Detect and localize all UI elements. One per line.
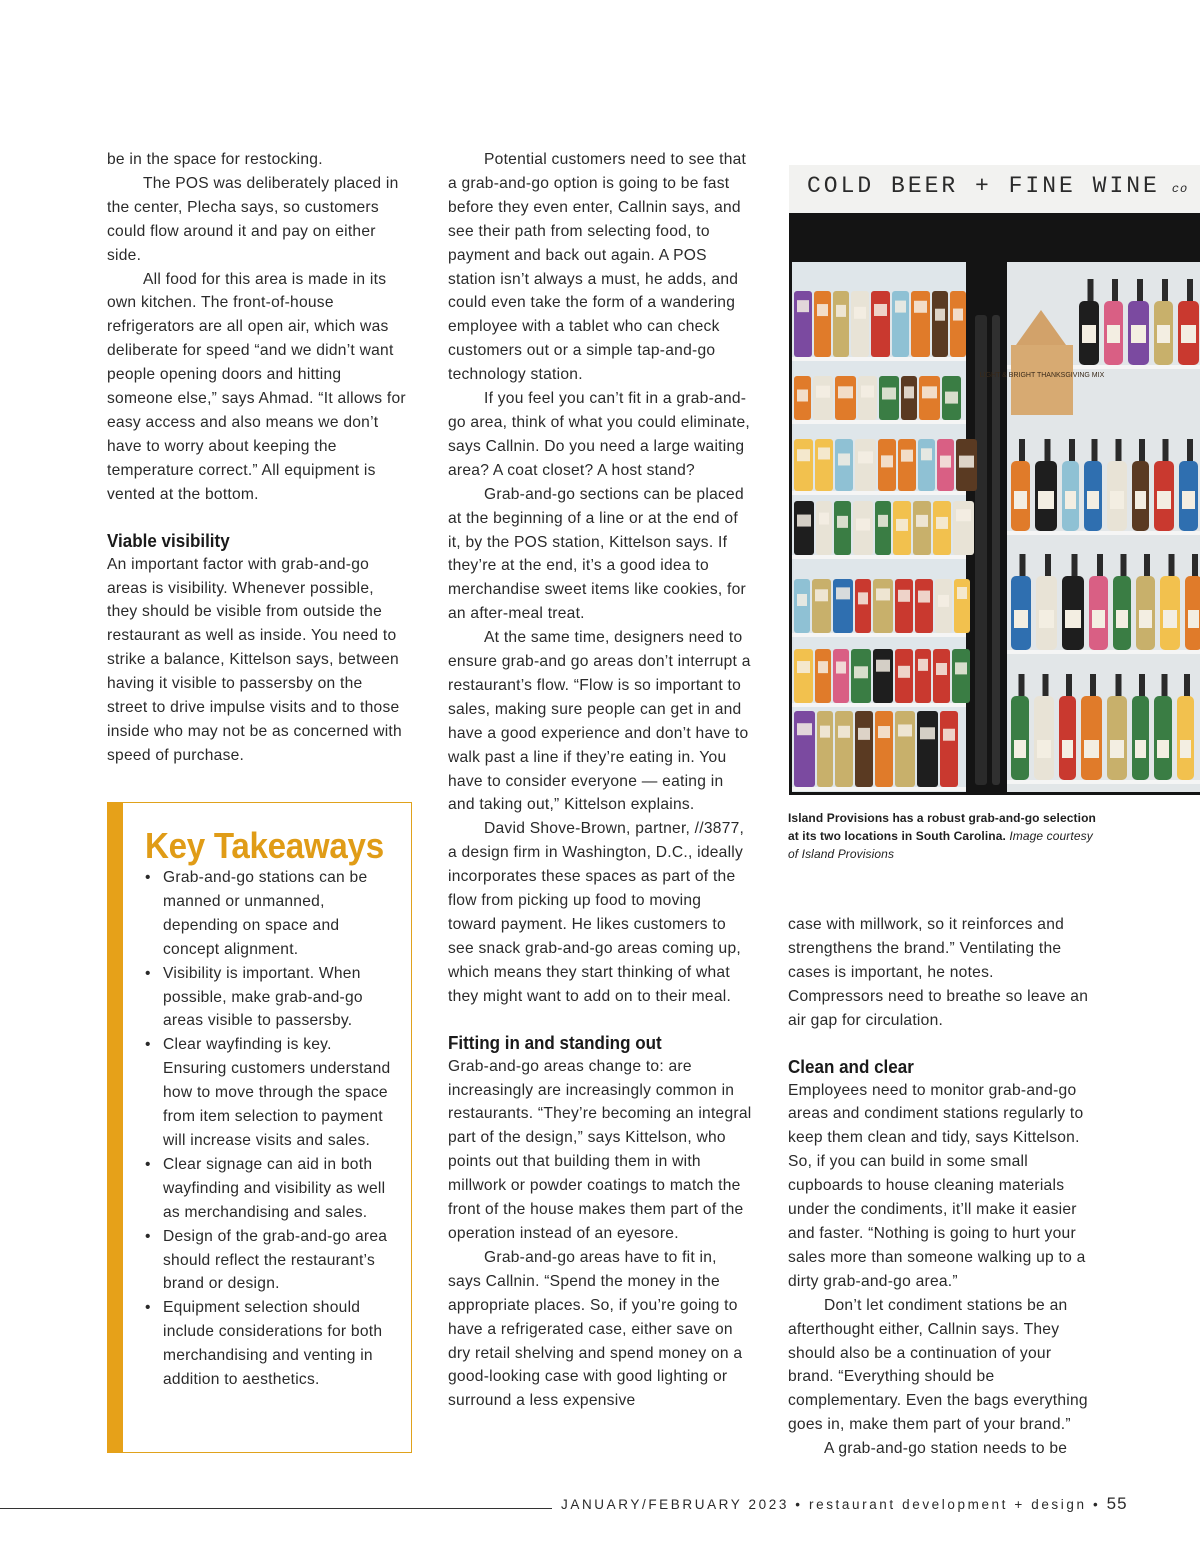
paragraph: A grab-and-go station needs to be xyxy=(824,1440,1068,1458)
caption-credit: Image courtesy of Island Provisions xyxy=(788,829,1093,861)
paragraph: The POS was deliberately placed in the center, Plecha says, so customers could flow around it and pay on either side. xyxy=(107,174,399,264)
bullet-icon: • xyxy=(145,1227,151,1245)
takeaway-text: Clear signage can aid in both wayfinding and visibility as well as merchandising and sales. xyxy=(163,1155,386,1221)
section-heading-clean-and-clear: Clean and clear xyxy=(788,1055,914,1077)
page-number: 55 xyxy=(1106,1494,1128,1513)
takeaway-text: Clear wayfinding is key. Ensuring customers understand how to move through the space from item selection to payment will increase visits and sales. xyxy=(163,1036,391,1149)
footer-issue-date: JANUARY/FEBRUARY 2023 xyxy=(561,1497,789,1512)
takeaway-item xyxy=(145,866,395,962)
takeaway-text: Design of the grab-and-go area should reflect the restaurant’s brand or design. xyxy=(163,1227,388,1293)
paragraph: David Shove-Brown, partner, //3877, a design firm in Washington, D.C., ideally incorporates these spaces as part of the flow from picking up food to moving toward payment. He likes customers to see snack grab-and-go areas coming up, which means they start thinking of what they might want to add on to their meal. xyxy=(448,820,745,1005)
takeaway-item xyxy=(145,1296,395,1392)
paragraph: At the same time, designers need to ensure grab-and go areas don’t interrupt a restaurant’s flow. “Flow is so important to sales, making sure people can get in and have a good experience and don’t have to walk past a line if they’re eating in. You have to consider everyone — eating in and taking out,” Kittelson explains. xyxy=(448,629,751,814)
store-sign-text: COLD BEER + FINE WINE xyxy=(807,173,1160,199)
takeaway-item xyxy=(145,1225,395,1297)
footer-publication-name: restaurant development + design xyxy=(808,1497,1087,1512)
paragraph: All food for this area is made in its own kitchen. The front-of-house refrigerators are all open air, which was deliberate for speed “and we didn’t want people opening doors and hitting someone else,” says Ahmad. “It allows for easy access and also means we don’t have to worry about keeping the temperature correct.” All equipment is vented at the bottom. xyxy=(107,270,406,503)
bullet-icon: • xyxy=(145,1299,151,1317)
paragraph: Employees need to monitor grab-and-go areas and condiment stations regularly to keep them clean and tidy, says Kittelson. So, if you can build in some small cupboards to house cleaning materials under the condiments, it’ll make it easier and faster. “Nothing is going to hurt your sales more than someone walking up to a dirty grab-and-go area.” xyxy=(788,1081,1086,1290)
key-takeaways-box xyxy=(107,802,412,1453)
takeaway-item xyxy=(145,962,395,1034)
article-column-1 xyxy=(107,148,407,768)
cooler-photo xyxy=(789,165,1200,795)
photo-caption xyxy=(788,809,1098,863)
footer-separator: • xyxy=(795,1497,803,1512)
paragraph: If you feel you can’t fit in a grab-and-go area, think of what you could eliminate, says Callnin. Do you need a large waiting area? A coat closet? A host stand? xyxy=(448,390,751,479)
paragraph: Grab-and-go sections can be placed at the beginning of a line or at the end of it, by the POS station, Kittelson says. If they’re at the end, it’s a good idea to merchandise sweet items like cookies, for an after-meal treat. xyxy=(448,485,746,623)
paragraph: Grab-and-go areas change to: are increasingly are increasingly common in restaurants. “They’re becoming an integral part of the design,” says Kittelson, who points out that building them in with millwork or powder coatings to match the front of the house makes them part of the operation instead of an eyesore. xyxy=(448,1057,752,1242)
takeaway-text: Visibility is important. When possible, make grab-and-go areas visible to passersby. xyxy=(163,964,363,1030)
wine-box-label: LIGHT & BRIGHT THANKSGIVING MIX xyxy=(979,372,1105,379)
paragraph: Potential customers need to see that a grab-and-go option is going to be fast before they even enter, Callnin says, and see their path from selecting food, to payment and back out again. A POS station isn’t always a must, he adds, and could even take the form of a wandering employee with a tablet who can check customers out or a simple tap-and-go technology station. xyxy=(448,151,747,384)
paragraph: Grab-and-go areas have to fit in, says Callnin. “Spend the money in the appropriate places. So, if you’re going to have a refrigerated case, either save on dry retail shelving and spend money on a good-looking case with good lighting or surround a less expensive xyxy=(448,1248,743,1410)
key-takeaways-title: Key Takeaways xyxy=(145,825,384,866)
paragraph: be in the space for restocking. xyxy=(107,151,323,168)
page-footer xyxy=(561,1494,1128,1514)
takeaway-item xyxy=(145,1153,395,1225)
key-takeaways-list xyxy=(145,866,395,1392)
paragraph: Don’t let condiment stations be an afterthought either, Callnin says. They should also be a continuation of your brand. “Everything should be complementary. Even the bags everything goes in, make them part of your brand.” xyxy=(788,1296,1088,1434)
bullet-icon: • xyxy=(145,964,151,982)
store-sign-cutoff-text: co xyxy=(1171,182,1189,196)
takeaway-item xyxy=(145,1033,395,1153)
caption-bold: Island Provisions has a robust grab-and-go selection at its two locations in South Carolina. xyxy=(788,811,1096,843)
refrigerator-illustration xyxy=(789,165,1200,795)
bullet-icon: • xyxy=(145,1036,151,1054)
paragraph: case with millwork, so it reinforces and strengthens the brand.” Ventilating the cases is important, he notes. Compressors need to breathe so leave an air gap for circulation. xyxy=(788,916,1089,1029)
footer-rule xyxy=(0,1508,552,1509)
bullet-icon: • xyxy=(145,1155,151,1173)
section-heading-viable-visibility: Viable visibility xyxy=(107,529,230,551)
section-heading-fitting-in: Fitting in and standing out xyxy=(448,1031,662,1053)
bullet-icon: • xyxy=(145,869,151,886)
article-column-2 xyxy=(448,148,753,1413)
takeaway-text: Equipment selection should include considerations for both merchandising and venting in addition to aesthetics. xyxy=(163,1299,383,1389)
article-column-3 xyxy=(788,913,1093,1461)
takeaway-text: Grab-and-go stations can be manned or unmanned, depending on space and concept alignment. xyxy=(163,869,368,958)
footer-separator: • xyxy=(1092,1497,1101,1512)
paragraph: An important factor with grab-and-go areas is visibility. Whenever possible, they should be visible from outside the restaurant as well as inside. You need to strike a balance, Kittelson says, between having it visible to passersby on the street to drive impulse visits and to those inside who may not be as concerned with speed of purchase. xyxy=(107,555,402,764)
